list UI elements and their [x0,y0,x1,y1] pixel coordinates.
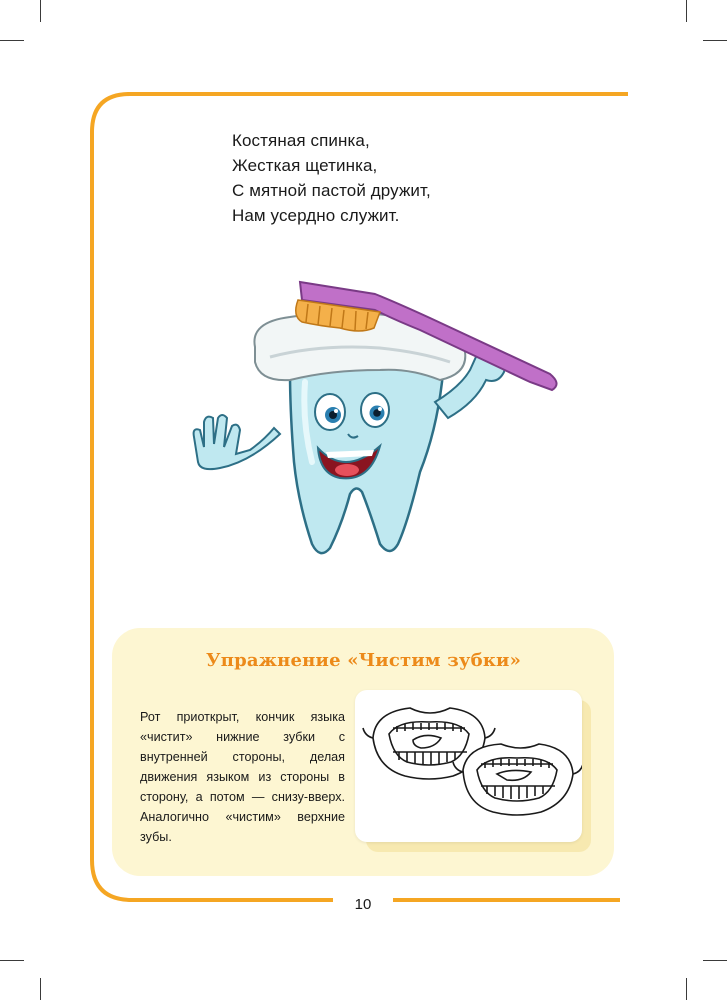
exercise-description: Рот приоткрыт, кончик языка «чистит» нижние зубки с внутренней стороны, делая движения языком из стороны в сторону, а потом — снизу-вверх. Аналогично «чистим» верхние зубы. [140,710,345,844]
poem [232,128,562,228]
poem-line: Костяная спинка, [232,131,370,150]
poem-line: Нам усердно служит. [232,206,400,225]
exercise-title: Упражнение «Чистим зубки» [205,650,522,671]
mouth-illustration [355,690,582,842]
open-mouth-icon [355,690,582,842]
poem-line: С мятной пастой дружит, [232,181,431,200]
tooth-with-toothbrush-icon [180,262,570,572]
page-number: 10 [333,896,393,913]
poem-line: Жесткая щетинка, [232,156,378,175]
